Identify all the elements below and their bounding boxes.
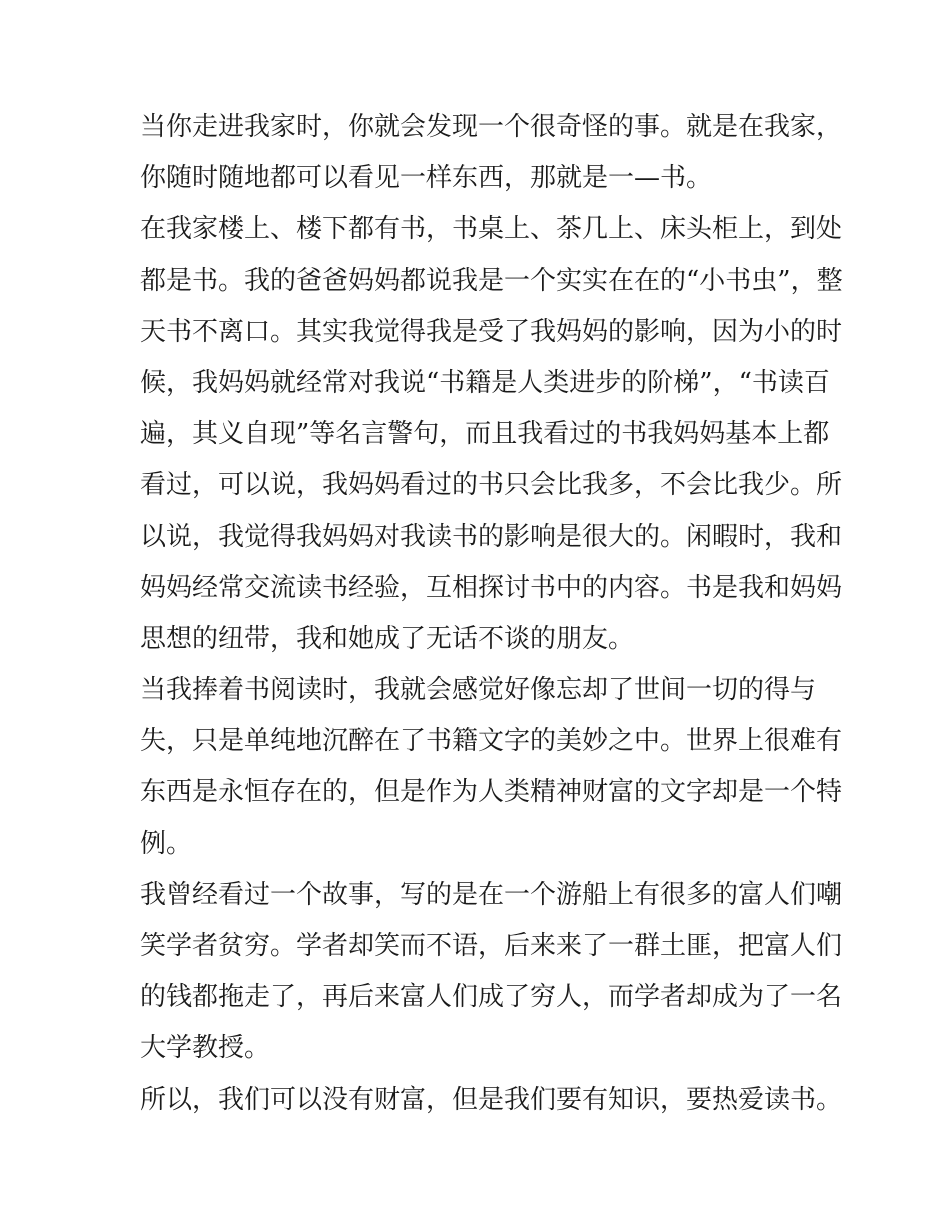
text-line: 在我家楼上、楼下都有书，书桌上、茶几上、床头柜上，到处 bbox=[140, 214, 843, 245]
text-line: 我曾经看过一个故事，写的是在一个游船上有很多的富人们嘲 bbox=[140, 879, 843, 910]
essay-body bbox=[140, 102, 843, 1126]
text-line: 所以，我们可以没有财富，但是我们要有知识，要热爱读书。 bbox=[140, 1084, 843, 1115]
text-line: 当你走进我家时，你就会发现一个很奇怪的事。就是在我家， bbox=[140, 112, 843, 142]
text-line: 候，我妈妈就经常对我说“书籍是人类进步的阶梯”，“书读百 bbox=[140, 367, 830, 398]
text-line: 的钱都拖走了，再后来富人们成了穷人，而学者却成为了一名 bbox=[140, 982, 843, 1013]
text-line: 失，只是单纯地沉醉在了书籍文字的美妙之中。世界上很难有 bbox=[140, 726, 843, 757]
text-line: 看过，可以说，我妈妈看过的书只会比我多，不会比我少。所 bbox=[140, 470, 843, 501]
text-line: 妈妈经常交流读书经验，互相探讨书中的内容。书是我和妈妈 bbox=[140, 572, 843, 603]
text-line: 思想的纽带，我和她成了无话不谈的朋友。 bbox=[140, 623, 635, 654]
text-line: 例。 bbox=[140, 828, 193, 859]
text-line: 大学教授。 bbox=[140, 1033, 271, 1064]
text-line: 遍，其义自现”等名言警句，而且我看过的书我妈妈基本上都 bbox=[140, 419, 830, 450]
text-line: 天书不离口。其实我觉得我是受了我妈妈的影响，因为小的时 bbox=[140, 316, 843, 347]
text-line: 你随时随地都可以看见一样东西，那就是一—书。 bbox=[140, 163, 713, 194]
text-line: 以说，我觉得我妈妈对我读书的影响是很大的。闲暇时，我和 bbox=[140, 521, 843, 552]
text-line: 笑学者贫穷。学者却笑而不语，后来来了一群土匪，把富人们 bbox=[140, 931, 843, 961]
text-line: 都是书。我的爸爸妈妈都说我是一个实实在在的“小书虫”，整 bbox=[140, 265, 843, 296]
text-line: 东西是永恒存在的，但是作为人类精神财富的文字却是一个特 bbox=[140, 777, 843, 808]
text-line: 当我捧着书阅读时，我就会感觉好像忘却了世间一切的得与 bbox=[140, 675, 817, 706]
